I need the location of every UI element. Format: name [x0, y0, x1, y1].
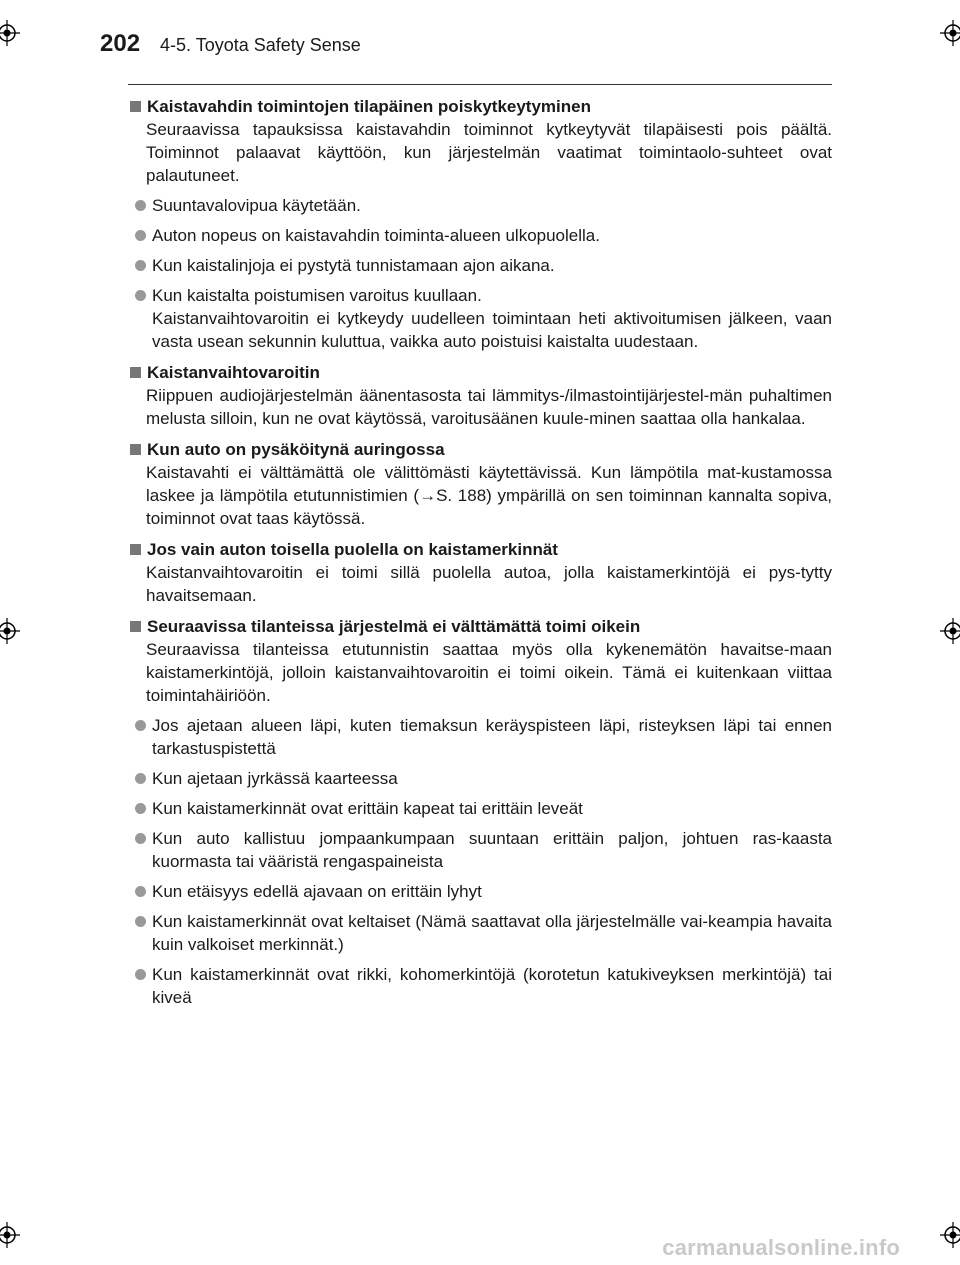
list-item — [135, 910, 832, 956]
list-item — [135, 797, 832, 820]
section — [128, 95, 832, 353]
square-bullet-icon — [130, 444, 141, 455]
section-title: Seuraavissa tilanteissa järjestelmä ei välttämättä toimi oikein — [147, 617, 641, 636]
section-paragraph: Kaistanvaihtovaroitin ei toimi sillä puolella autoa, jolla kaistamerkintöjä ei pys-tytty havaitsemaan. — [146, 563, 832, 605]
registration-mark-icon — [940, 618, 960, 644]
section-paragraph: Riippuen audiojärjestelmän äänentasosta tai lämmitys-/ilmastointijärjestel-män puhaltimen melusta silloin, kun ne ovat käytössä, varoitusäänen kuule-minen saattaa olla hankalaa. — [146, 386, 832, 428]
square-bullet-icon — [130, 621, 141, 632]
section-heading — [128, 538, 832, 561]
circle-bullet-icon — [135, 773, 146, 784]
section-title: Kaistavahdin toimintojen tilapäinen poiskytkeytyminen — [147, 97, 591, 116]
list-item — [135, 767, 832, 790]
circle-bullet-icon — [135, 803, 146, 814]
list-item — [135, 284, 832, 353]
section-paragraph: Seuraavissa tilanteissa etutunnistin saattaa myös olla kykenemätön havaitse-maan kaistamerkintöjä, jolloin kaistanvaihtovaroitin ei toimi oikein. Tämä ei kuitenkaan viittaa toimintahäiriöön. — [146, 640, 832, 705]
list-item-text: Jos ajetaan alueen läpi, kuten tiemaksun keräyspisteen läpi, risteyksen läpi tai ennen tarkastuspistettä — [152, 716, 832, 758]
list-item-text: Suuntavalovipua käytetään. — [152, 196, 361, 215]
section — [128, 538, 832, 607]
list-item-text: Kun ajetaan jyrkässä kaarteessa — [152, 769, 398, 788]
circle-bullet-icon — [135, 720, 146, 731]
list-item — [135, 714, 832, 760]
square-bullet-icon — [130, 101, 141, 112]
list-item — [135, 827, 832, 873]
section — [128, 615, 832, 1009]
section-heading — [128, 361, 832, 384]
page-content — [128, 95, 832, 1017]
registration-mark-icon — [0, 20, 20, 46]
circle-bullet-icon — [135, 886, 146, 897]
list-item-text: Kun auto kallistuu jompaankumpaan suuntaan erittäin paljon, johtuen ras-kaasta kuormasta tai vääristä rengaspaineista — [152, 829, 832, 871]
circle-bullet-icon — [135, 916, 146, 927]
section-heading — [128, 615, 832, 638]
list-item-note: Kaistanvaihtovaroitin ei kytkeydy uudelleen toimintaan heti aktivoitumisen jälkeen, vaan vasta usean sekunnin kuluttua, vaikka auto poistuisi kaistalta uudestaan. — [152, 309, 832, 351]
registration-mark-icon — [940, 1222, 960, 1248]
circle-bullet-icon — [135, 969, 146, 980]
registration-mark-icon — [940, 20, 960, 46]
section-paragraph: Kaistavahti ei välttämättä ole välittömästi käytettävissä. Kun lämpötila mat-kustamossa laskee ja lämpötila etutunnistimien (→S. 188) ympärillä on sen toiminnan kannalta sopiva, toiminnot ovat taas käytössä. — [146, 463, 832, 528]
list-item-text: Kun kaistamerkinnät ovat keltaiset (Nämä saattavat olla järjestelmälle vai-keampia havaita kuin valkoiset merkinnät.) — [152, 912, 832, 954]
list-item-text: Kun etäisyys edellä ajavaan on erittäin lyhyt — [152, 882, 482, 901]
list-item — [135, 880, 832, 903]
list-item-text: Kun kaistamerkinnät ovat rikki, kohomerkintöjä (korotetun katukiveyksen merkintöjä) tai kiveä — [152, 965, 832, 1007]
list-item-text: Kun kaistalinjoja ei pystytä tunnistamaan ajon aikana. — [152, 256, 555, 275]
section — [128, 361, 832, 430]
circle-bullet-icon — [135, 290, 146, 301]
list-item — [135, 224, 832, 247]
square-bullet-icon — [130, 544, 141, 555]
list-item-text: Kun kaistalta poistumisen varoitus kuullaan. — [152, 286, 482, 305]
circle-bullet-icon — [135, 230, 146, 241]
list-item — [135, 194, 832, 217]
section-title: Kun auto on pysäköitynä auringossa — [147, 440, 445, 459]
list-item-text: Auton nopeus on kaistavahdin toiminta-alueen ulkopuolella. — [152, 226, 600, 245]
circle-bullet-icon — [135, 833, 146, 844]
section-heading — [128, 95, 832, 118]
list-item — [135, 254, 832, 277]
list-item-body — [152, 284, 832, 353]
registration-mark-icon — [0, 618, 20, 644]
section-paragraph: Seuraavissa tapauksissa kaistavahdin toiminnot kytkeytyvät tilapäisesti pois päältä. Toiminnot palaavat käyttöön, kun järjestelmän vaatimat toimintaolo-suhteet ovat palautuneet. — [146, 120, 832, 185]
section-heading — [128, 438, 832, 461]
square-bullet-icon — [130, 367, 141, 378]
chapter-title: 4-5. Toyota Safety Sense — [160, 35, 361, 55]
section — [128, 438, 832, 530]
list-item-text: Kun kaistamerkinnät ovat erittäin kapeat tai erittäin leveät — [152, 799, 583, 818]
section-title: Jos vain auton toisella puolella on kaistamerkinnät — [147, 540, 558, 559]
section-title: Kaistanvaihtovaroitin — [147, 363, 320, 382]
page-number: 202 — [100, 30, 141, 57]
registration-mark-icon — [0, 1222, 20, 1248]
watermark: carmanualsonline.info — [662, 1235, 900, 1260]
circle-bullet-icon — [135, 260, 146, 271]
circle-bullet-icon — [135, 200, 146, 211]
header-rule — [128, 84, 832, 85]
list-item — [135, 963, 832, 1009]
